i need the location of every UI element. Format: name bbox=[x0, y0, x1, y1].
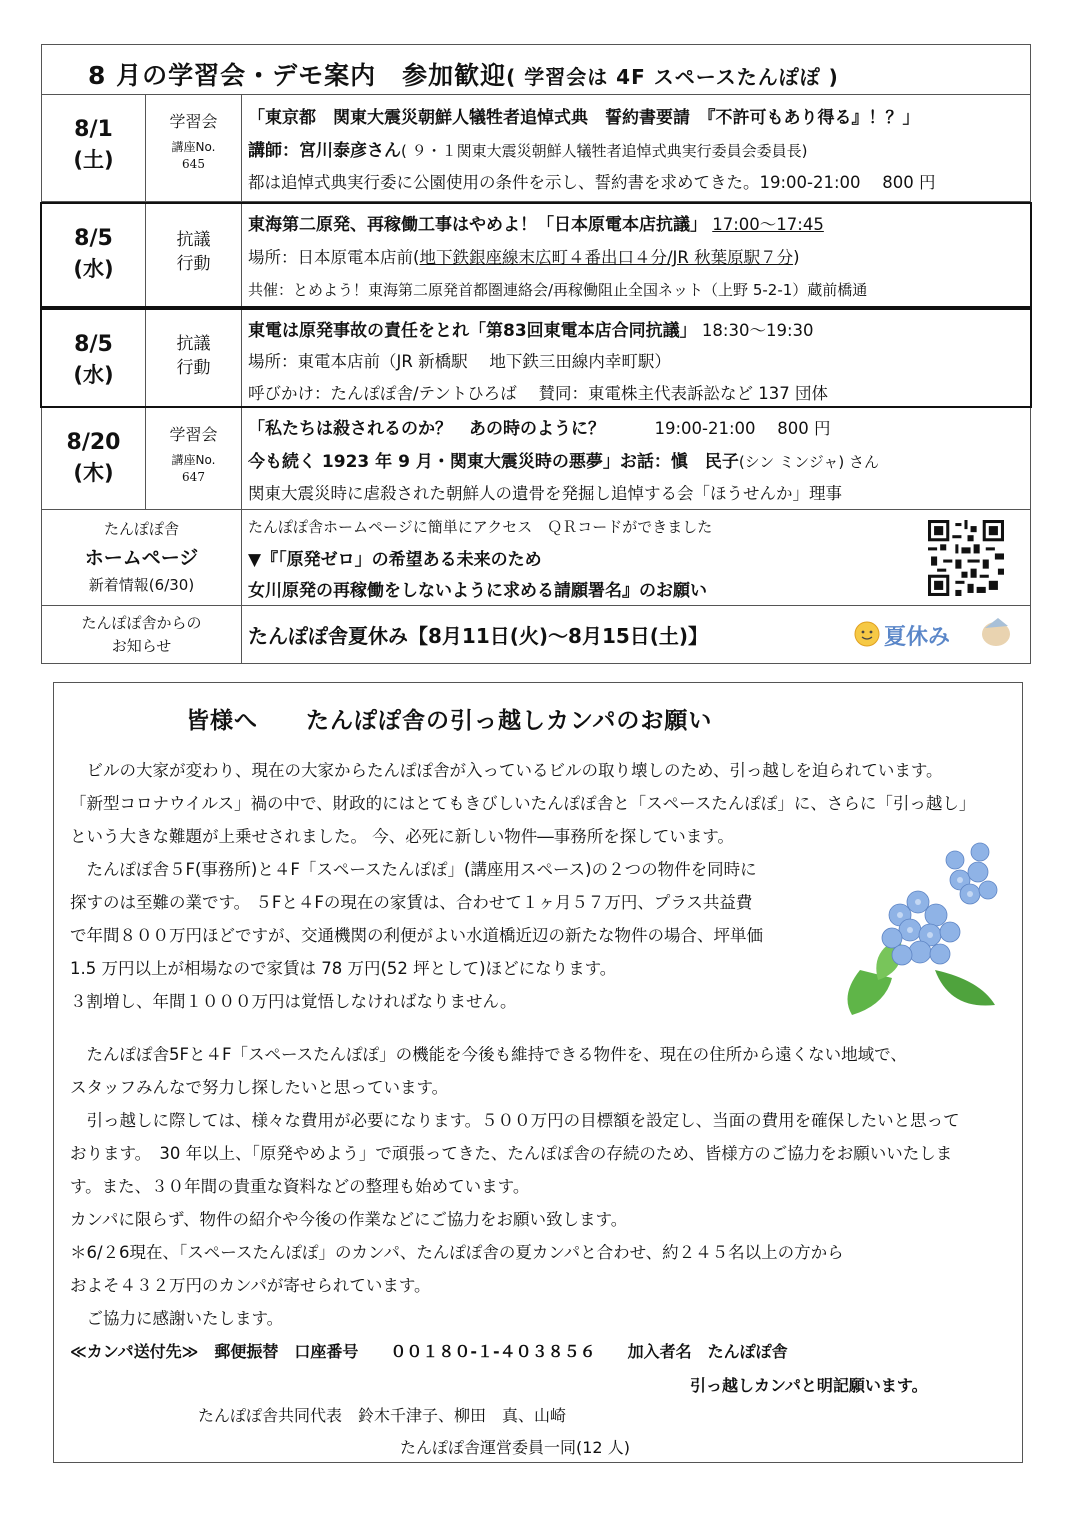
notice-label-1: たんぽぽ舎からの bbox=[81, 614, 202, 632]
schedule-header bbox=[42, 45, 1030, 95]
homepage-row bbox=[42, 510, 1030, 606]
homepage-label-1: たんぽぽ舎 bbox=[103, 520, 179, 538]
event-location: 場所：日本原電本店前(地下鉄銀座線末広町４番出口４分/JR 秋葉原駅７分) bbox=[248, 248, 800, 267]
notice-label-cell bbox=[42, 606, 242, 663]
homepage-petition-line2: 女川原発の再稼働をしないように求める請願署名』のお願い bbox=[248, 581, 707, 601]
hydrangea-illustration bbox=[830, 820, 1010, 1020]
appeal-line-15: ＊6/２6現在、「スペースたんぽぽ」のカンパ、たんぽぽ舎の夏カンパと合わせ、約２４５名以上の方から bbox=[70, 1243, 844, 1262]
appeal-line-4: たんぽぽ舎５F(事務所)と４F「スペースたんぽぽ」(講座用スペース)の２つの物件を同時に bbox=[70, 860, 757, 879]
event-type-2: 行動 bbox=[176, 254, 211, 274]
event-organizers: 呼びかけ：たんぽぽ舎/テントひろば 賛同：東電株主代表訴訟など 137 団体 bbox=[248, 384, 828, 403]
event-row-0805b bbox=[40, 308, 1032, 408]
appeal-line-1: ビルの大家が変わり、現在の大家からたんぽぽ舎が入っているビルの取り壊しのため、引っ越しを迫られています。 bbox=[70, 761, 943, 780]
event-row-0820 bbox=[42, 408, 1030, 510]
course-label: 講座No. bbox=[171, 453, 216, 467]
homepage-qr-note: たんぽぽ舎ホームページに簡単にアクセス ＱＲコードができました bbox=[248, 518, 713, 536]
event-weekday: (水) bbox=[73, 363, 114, 387]
co-representatives: たんぽぽ舎共同代表 鈴木千津子、柳田 真、山崎 bbox=[198, 1406, 567, 1425]
qr-code-image[interactable] bbox=[928, 520, 1004, 596]
event-date-cell bbox=[42, 95, 146, 201]
homepage-label-3: 新着情報(6/30) bbox=[88, 576, 195, 594]
appeal-line-6: で年間８００万円ほどですが、交通機関の利便がよい水道橋近辺の新たな物件の場合、坪単価 bbox=[70, 926, 763, 945]
appeal-line-12: おります。 30 年以上、「原発やめよう」で頑張ってきた、たんぽぽ舎の存続のため、皆様方のご協力をお願いいたしま bbox=[70, 1144, 953, 1163]
event-type: 学習会 bbox=[169, 112, 218, 131]
event-speaker: 講師：宮川泰彦さん( ９・１関東大震災朝鮮人犠牲者追悼式典実行委員会委員長) bbox=[248, 141, 808, 161]
event-date: 8/20 bbox=[66, 430, 121, 455]
event-type-2: 行動 bbox=[176, 358, 211, 378]
event-date-cell bbox=[42, 408, 146, 509]
summer-badge-text: 夏休み bbox=[884, 625, 951, 650]
homepage-petition-line1: ▼『「原発ゼロ」の希望ある未来のため bbox=[248, 550, 542, 570]
appeal-line-3: という大きな難題が上乗せされました。 今、必死に新しい物件―事務所を探しています。 bbox=[70, 827, 734, 846]
homepage-label-cell bbox=[42, 510, 242, 605]
event-location: 場所：東電本店前（JR 新橋駅 地下鉄三田線内幸町駅） bbox=[248, 352, 671, 371]
course-label: 講座No. bbox=[171, 140, 216, 154]
event-organizers: 共催：とめよう！東海第二原発首都圏連絡会/再稼働阻止全国ネット（上野 5-2-1）蔵前橋通 bbox=[248, 281, 868, 299]
summer-break-notice: たんぽぽ舎夏休み【8月11日(火)～8月15日(土)】 bbox=[248, 624, 709, 648]
appeal-line-13: す。また、３０年間の貴重な資料などの整理も始めています。 bbox=[70, 1177, 530, 1196]
appeal-line-5: 探すのは至難の業です。 ５Fと４Fの現在の家賃は、合わせて１ヶ月５７万円、プラス共益費 bbox=[70, 893, 753, 912]
appeal-line-16: およそ４３２万円のカンパが寄せられています。 bbox=[70, 1276, 431, 1295]
event-row-0805a bbox=[40, 202, 1032, 308]
event-row-0801 bbox=[42, 95, 1030, 202]
appeal-box bbox=[53, 682, 1023, 1463]
event-title: 「東京都 関東大震災朝鮮人犠牲者追悼式典 誓約書要請 『不許可もあり得る』！？」 bbox=[248, 108, 920, 128]
event-date-cell bbox=[42, 310, 146, 406]
schedule-subtitle: ( 学習会は 4F スペースたんぽぽ ) bbox=[506, 65, 839, 89]
event-description: 関東大震災時に虐殺された朝鮮人の遺骨を発掘し追悼する会「ほうせんか」理事 bbox=[248, 484, 842, 503]
homepage-label-2: ホームページ bbox=[84, 547, 199, 569]
event-details bbox=[242, 310, 1030, 406]
appeal-line-8: ３割増し、年間１０００万円は覚悟しなければなりません。 bbox=[70, 992, 517, 1011]
appeal-title: 皆様へ たんぽぽ舎の引っ越しカンパのお願い bbox=[186, 708, 713, 734]
event-title: 「私たちは殺されるのか？ あの時のように？ 19:00-21:00 800 円 bbox=[248, 419, 831, 439]
appeal-line-14: カンパに限らず、物件の紹介や今後の作業などにご協力をお願い致します。 bbox=[70, 1210, 628, 1229]
remittance-note: 引っ越しカンパと明記願います。 bbox=[690, 1376, 928, 1395]
event-description: 都は追悼式典実行委に公園使用の条件を示し、誓約書を求めてきた。19:00-21:00 800 円 bbox=[248, 173, 936, 192]
schedule-table bbox=[41, 44, 1031, 664]
course-number: 645 bbox=[182, 157, 205, 171]
event-weekday: (水) bbox=[73, 257, 114, 281]
appeal-line-11: 引っ越しに際しては、様々な費用が必要になります。５００万円の目標額を設定し、当面の費用を確保したいと思って bbox=[70, 1111, 960, 1130]
appeal-line-2: 「新型コロナウイルス」禍の中で、財政的にはとてもきびしいたんぽぽ舎と「スペースたんぽぽ」に、さらに「引っ越し」 bbox=[70, 794, 976, 813]
event-type-cell bbox=[146, 310, 242, 406]
event-date-cell bbox=[42, 204, 146, 306]
notice-label-2: お知らせ bbox=[111, 637, 172, 655]
event-weekday: (木) bbox=[73, 461, 114, 485]
course-number: 647 bbox=[182, 470, 205, 484]
appeal-line-17: ご協力に感謝いたします。 bbox=[70, 1309, 284, 1328]
event-date: 8/5 bbox=[74, 332, 113, 357]
event-type: 抗議 bbox=[176, 334, 211, 354]
event-type: 学習会 bbox=[169, 425, 218, 444]
event-title: 東電は原発事故の責任をとれ「第83回東電本店合同抗議」 18:30～19:30 bbox=[248, 321, 814, 341]
event-title: 東海第二原発、再稼働工事はやめよ！「日本原電本店抗議」 17:00～17:45 bbox=[248, 215, 824, 235]
event-speaker: 今も続く 1923 年 9 月・関東大震災時の悪夢」お話：愼 民子(シン ミンジャ) さん bbox=[248, 452, 880, 472]
schedule-title: 8 月の学習会・デモ案内 参加歓迎( 学習会は 4F スペースたんぽぽ ) bbox=[88, 61, 839, 90]
homepage-details bbox=[242, 510, 1030, 605]
event-details bbox=[242, 408, 1030, 509]
event-details bbox=[242, 95, 1030, 201]
event-type: 抗議 bbox=[176, 230, 211, 250]
event-type-cell bbox=[146, 204, 242, 306]
appeal-line-10: スタッフみんなで努力し探したいと思っています。 bbox=[70, 1078, 449, 1097]
event-weekday: (土) bbox=[73, 148, 114, 172]
summer-break-badge bbox=[850, 612, 1020, 660]
remittance-info: ≪カンパ送付先≫ 郵便振替 口座番号 ００１８０-１-４０３８５６ 加入者名 たんぽぽ舎 bbox=[70, 1342, 788, 1361]
event-date: 8/1 bbox=[74, 117, 113, 142]
appeal-line-9: たんぽぽ舎5Fと４F「スペースたんぽぽ」の機能を今後も維持できる物件を、現在の住所から遠くない地域で、 bbox=[70, 1045, 907, 1064]
event-date: 8/5 bbox=[74, 226, 113, 251]
steering-committee: たんぽぽ舎運営委員一同(12 人) bbox=[400, 1438, 630, 1457]
event-type-cell bbox=[146, 408, 242, 509]
event-type-cell bbox=[146, 95, 242, 201]
appeal-line-7: 1.5 万円以上が相場なので家賃は 78 万円(52 坪として)ほどになります。 bbox=[70, 959, 617, 978]
event-details bbox=[242, 204, 1030, 306]
